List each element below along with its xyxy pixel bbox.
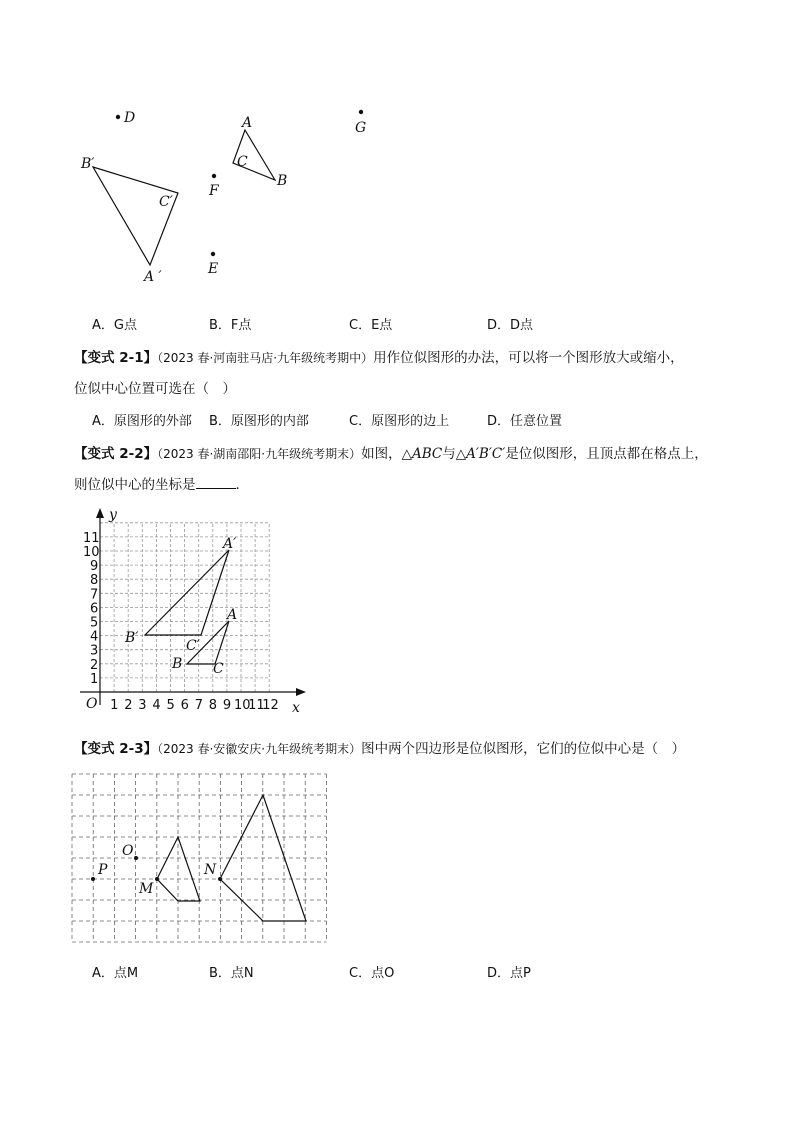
label-c-prime-grid: C′	[186, 638, 200, 654]
q2-option-b: B．原图形的内部	[209, 414, 309, 429]
q2-line1	[74, 346, 684, 366]
y-tick-label: 1	[90, 671, 99, 687]
y-tick-label: 3	[90, 643, 99, 659]
label-a-prime-grid: A′	[223, 536, 237, 552]
label-g: G	[355, 120, 367, 136]
q3-text-line2: 则位似中心的坐标是	[74, 477, 196, 493]
point-n-dot	[218, 877, 222, 881]
y-tick-label: 4	[90, 629, 99, 645]
x-axis-arrow	[296, 688, 306, 696]
y-tick-labels	[83, 531, 100, 687]
x-tick-label: 12	[262, 698, 279, 713]
q4-tag: 【变式 2-3】	[74, 741, 158, 757]
x-tick-label: 9	[222, 698, 232, 713]
label-f: F	[209, 183, 219, 199]
dashed-grid	[72, 774, 326, 942]
origin-label: O	[86, 696, 98, 712]
q3-line1	[74, 442, 708, 462]
q2-option-d: D．任意位置	[487, 414, 563, 429]
label-a-grid: A	[227, 607, 238, 623]
q2-text-line1: 用作位似图形的办法，可以将一个图形放大或缩小，	[373, 350, 684, 366]
y-tick-label: 8	[90, 573, 99, 589]
point-f-dot	[212, 174, 216, 178]
point-m-dot	[155, 877, 159, 881]
label-b-grid: B	[172, 656, 183, 672]
label-b-prime-grid: B′	[125, 630, 139, 646]
point-p-dot	[91, 877, 95, 881]
point-e-dot	[211, 252, 215, 256]
q3-source: （2023 春·湖南邵阳·九年级统考期末）	[157, 447, 362, 461]
axis-label-x: x	[292, 700, 300, 716]
label-e: E	[208, 261, 219, 277]
triangle-abc-prime	[93, 167, 178, 265]
label-n: N	[204, 862, 217, 878]
y-tick-label: 11	[83, 530, 100, 546]
y-tick-label: 5	[90, 615, 99, 631]
q3-text-end: ．	[235, 477, 249, 493]
x-tick-label: 1	[110, 698, 119, 713]
label-p: P	[98, 862, 108, 878]
y-tick-label: 10	[83, 545, 100, 560]
label-c-prime: C′	[159, 194, 173, 210]
q1-option-a: A．G点	[92, 318, 137, 333]
point-g-dot	[359, 110, 363, 114]
point-o-dot	[134, 856, 138, 860]
q2-line2: 位似中心位置可选在（ ）	[74, 381, 236, 397]
point-d-dot	[116, 115, 120, 119]
x-tick-labels	[110, 698, 279, 713]
label-a-prime: A ′	[144, 269, 162, 285]
x-tick-label: 10	[234, 698, 251, 713]
small-quadrilateral	[157, 837, 200, 901]
y-tick-label: 9	[90, 559, 99, 575]
q3-tag: 【变式 2-2】	[74, 446, 158, 462]
q3-text-a: 如图，	[361, 446, 402, 462]
y-tick-label: 2	[90, 657, 99, 673]
x-tick-label: 5	[166, 698, 175, 713]
q2-option-a: A．原图形的外部	[92, 414, 192, 429]
q4-text: 图中两个四边形是位似图形，它们的位似中心是（ ）	[361, 741, 686, 757]
q2-tag: 【变式 2-1】	[74, 350, 158, 366]
x-tick-label: 6	[180, 698, 189, 713]
grid-lines	[100, 523, 269, 692]
q4-option-b: B．点N	[209, 966, 254, 981]
x-tick-label: 7	[194, 698, 203, 713]
figure-coordinate-grid	[70, 505, 320, 720]
label-a: A	[242, 115, 253, 131]
x-tick-label: 11	[248, 698, 265, 713]
x-tick-label: 8	[208, 698, 218, 713]
label-m: M	[139, 881, 154, 897]
label-b-prime: B′	[81, 156, 95, 172]
figure-dashed-grid-quadrilaterals	[70, 770, 332, 946]
q3-math-abc-prime: △A′B′C′	[455, 446, 506, 462]
label-d: D	[124, 110, 136, 126]
label-o: O	[122, 843, 134, 859]
q4-source: （2023 春·安徽安庆·九年级统考期末）	[157, 742, 362, 756]
y-tick-label: 6	[90, 601, 99, 617]
q1-option-c: C．E点	[349, 318, 393, 333]
q4-option-d: D．点P	[487, 966, 531, 981]
q2-source: （2023 春·河南驻马店·九年级统考期中）	[157, 351, 374, 365]
q3-math-abc: △ABC	[401, 446, 443, 462]
x-tick-label: 3	[138, 698, 147, 713]
q1-option-d: D．D点	[487, 318, 534, 333]
q3-text-c: 是位似图形，且顶点都在格点上，	[505, 446, 708, 462]
q3-answer-blank[interactable]	[196, 476, 236, 489]
x-tick-label: 2	[124, 698, 133, 713]
triangle-abc-prime-grid	[145, 550, 229, 635]
label-c-grid: C	[213, 661, 224, 677]
q4-line1	[74, 737, 685, 757]
y-tick-label: 7	[90, 587, 99, 603]
label-b: B	[277, 173, 288, 189]
figure-triangles-points	[70, 100, 410, 300]
q3-line2	[74, 473, 249, 493]
y-axis-arrow	[96, 508, 104, 518]
q3-text-b: 与	[442, 446, 456, 462]
label-c: C	[237, 154, 248, 170]
x-tick-label: 4	[152, 698, 161, 713]
q1-option-b: B．F点	[209, 318, 252, 333]
q4-option-c: C．点O	[349, 966, 395, 981]
q2-option-c: C．原图形的边上	[349, 414, 450, 429]
axis-label-y: y	[109, 507, 117, 523]
q4-option-a: A．点M	[92, 966, 139, 981]
